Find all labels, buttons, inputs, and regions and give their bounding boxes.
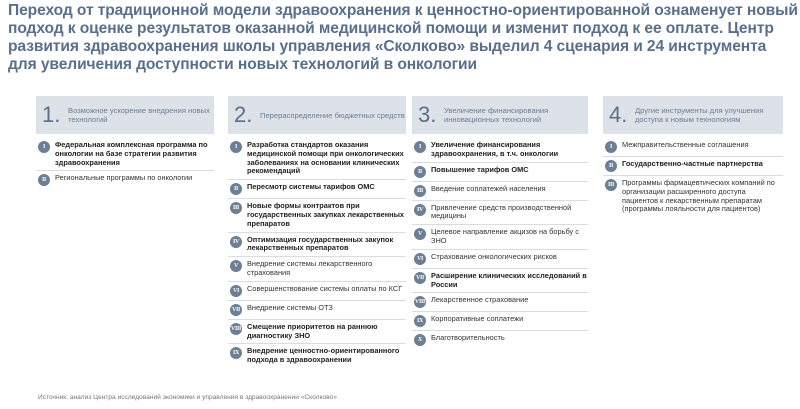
roman-numeral-badge: IX <box>230 347 242 359</box>
roman-numeral-badge: I <box>414 141 426 153</box>
tool-item <box>412 269 588 294</box>
roman-numeral-badge: VI <box>414 253 426 265</box>
tool-text: Увеличение финансирования здравоохранения, в т.ч. онкологии <box>431 140 559 158</box>
scenario-title: Другие инструменты для улучшения доступа к новым технологиям <box>635 106 764 124</box>
tool-item <box>228 199 406 232</box>
roman-numeral-badge: V <box>230 260 242 272</box>
tool-list <box>36 138 214 189</box>
tool-item <box>412 293 588 312</box>
roman-numeral-badge: I <box>605 141 617 153</box>
tool-item <box>603 138 783 157</box>
scenario-column-3 <box>412 96 588 349</box>
scenario-column-2 <box>228 96 406 368</box>
roman-numeral-badge: VIII <box>230 323 242 335</box>
tool-text: Новые формы контрактов при государственных закупках лекарственных препаратов <box>247 201 405 228</box>
tool-item <box>412 182 588 201</box>
tool-item <box>228 180 406 199</box>
roman-numeral-badge: X <box>414 334 426 346</box>
tool-item <box>228 138 406 180</box>
scenario-header-3 <box>412 96 588 134</box>
roman-numeral-badge: III <box>605 179 617 191</box>
scenario-title: Перераспределение бюджетных средств <box>260 110 405 120</box>
scenario-header-2 <box>228 96 406 134</box>
tool-text: Региональные программы по онкологии <box>55 173 193 183</box>
tool-item <box>228 257 406 282</box>
roman-numeral-badge: V <box>414 228 426 240</box>
roman-numeral-badge: VIII <box>414 296 426 308</box>
tool-item <box>603 176 783 217</box>
roman-numeral-badge: II <box>38 174 50 186</box>
roman-numeral-badge: II <box>414 166 426 178</box>
tool-item <box>228 301 406 320</box>
tool-text: Внедрение ценностно-ориентированного подхода в здравоохранении <box>247 346 400 365</box>
roman-numeral-badge: III <box>230 202 242 214</box>
tool-item <box>412 312 588 331</box>
tool-text: Привлечение средств производственной медицины <box>431 202 572 221</box>
tool-item <box>412 250 588 269</box>
roman-numeral-badge: IV <box>414 204 426 216</box>
tool-text: Внедрение системы ОТЗ <box>247 302 333 312</box>
roman-numeral-badge: III <box>414 185 426 197</box>
scenario-column-4 <box>603 96 783 217</box>
roman-numeral-badge: II <box>230 183 242 195</box>
tool-text: Корпоративные соплатежи <box>431 314 524 324</box>
tool-item <box>228 233 406 258</box>
tool-item <box>36 138 214 171</box>
tool-item <box>412 331 588 349</box>
scenario-number: 3. <box>418 102 437 127</box>
tool-text: Межправительственные соглашения <box>622 140 749 149</box>
scenario-title: Увеличение финансирования инновационных технологий <box>444 106 549 124</box>
tool-text: Целевое направление акцизов на борьбу с ЗНО <box>431 227 580 245</box>
tool-text: Введение соплатежей населения <box>431 183 546 193</box>
scenario-number: 4. <box>609 102 628 127</box>
tool-text: Программы фармацевтических компаний по организации расширенного доступа пациентов к лекарственным препаратам (программы лояльности для пациентов) <box>622 178 775 214</box>
tool-text: Страхование онкологических рисков <box>431 251 557 261</box>
roman-numeral-badge: IV <box>230 236 242 248</box>
tool-text: Расширение клинических исследований в России <box>431 270 587 289</box>
tool-list <box>412 138 588 349</box>
source-note: Источник: анализ Центра исследований экономики и управления в здравоохранении «Сколково» <box>38 394 337 401</box>
tool-text: Лекарственное страхование <box>431 295 529 305</box>
roman-numeral-badge: VII <box>230 304 242 316</box>
roman-numeral-badge: VII <box>414 272 426 284</box>
tool-item <box>412 138 588 163</box>
tool-text: Пересмотр системы тарифов ОМС <box>247 182 375 192</box>
tool-text: Повышение тарифов ОМС <box>431 164 529 174</box>
scenario-column-1 <box>36 96 214 189</box>
scenario-number: 2. <box>234 102 253 127</box>
scenario-header-1 <box>36 96 214 134</box>
tool-text: Внедрение системы лекарственного страхования <box>247 259 373 277</box>
tool-list <box>603 138 783 217</box>
scenario-header-4 <box>603 96 783 134</box>
roman-numeral-badge: I <box>230 141 242 153</box>
tool-list <box>228 138 406 368</box>
roman-numeral-badge: IX <box>414 315 426 327</box>
headline: Переход от традиционной модели здравоохранения к ценностно-ориентированной ознаменует новый подход к оценке результатов оказанной медицинской помощи и изменит подход к ее оплате. Центр развития здравоохранения школы управления «Сколково» выделил 4 сценария и 24 инструмента для увеличения доступности новых технологий в онкологии <box>8 2 798 73</box>
tool-item <box>228 282 406 301</box>
tool-item <box>603 157 783 176</box>
tool-item <box>228 344 406 368</box>
tool-text: Оптимизация государственных закупок лекарственных препаратов <box>247 234 394 253</box>
tool-item <box>36 171 214 189</box>
roman-numeral-badge: I <box>38 141 50 153</box>
tool-text: Разработка стандартов оказания медицинской помощи при онкологических заболеваниях на основании клинических рекомендаций <box>247 140 404 176</box>
tool-item <box>412 163 588 182</box>
scenario-number: 1. <box>42 102 61 127</box>
tool-text: Совершенствование системы оплаты по КСГ <box>247 283 403 293</box>
tool-text: Федеральная комплексная программа по онкологии на базе стратегии развития здравоохранения <box>55 140 208 167</box>
tool-item <box>412 225 588 250</box>
scenario-title: Возможное ускорение внедрения новых технологий <box>68 106 210 124</box>
tool-item <box>228 320 406 345</box>
roman-numeral-badge: II <box>605 160 617 172</box>
tool-text: Благотворительность <box>431 333 505 343</box>
tool-text: Смещение приоритетов на раннюю диагностику ЗНО <box>247 321 378 340</box>
tool-text: Государственно-частные партнерства <box>622 159 763 168</box>
roman-numeral-badge: VI <box>230 285 242 297</box>
tool-item <box>412 201 588 226</box>
